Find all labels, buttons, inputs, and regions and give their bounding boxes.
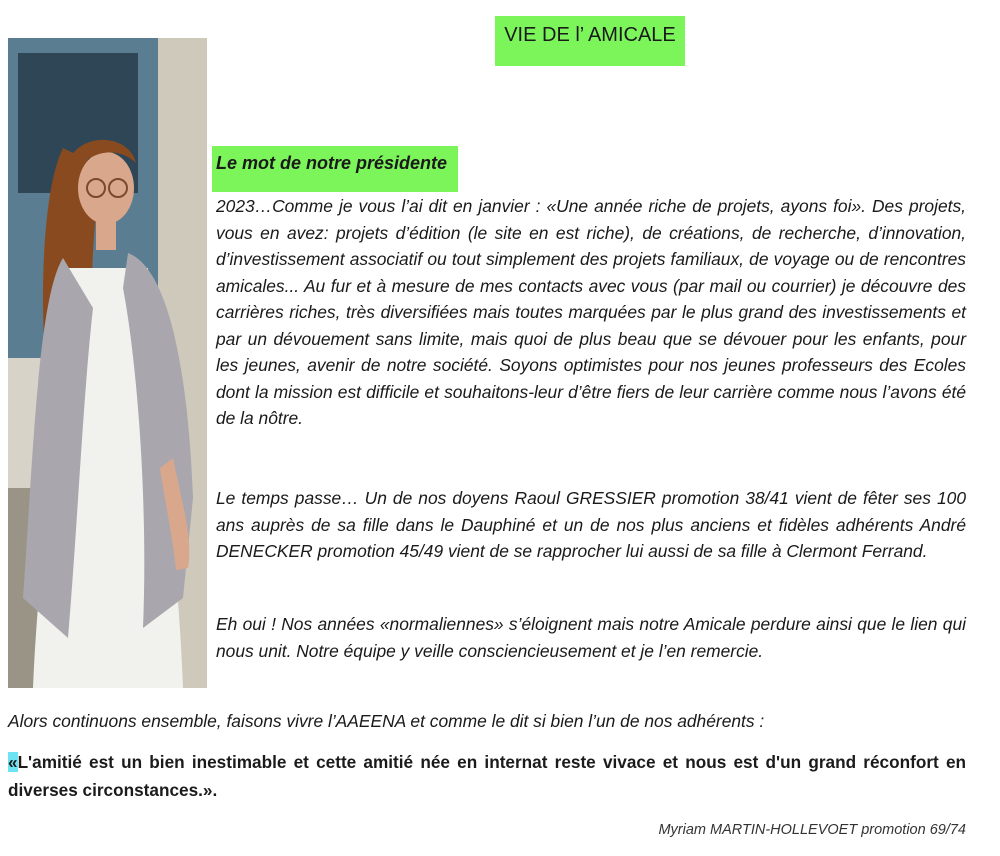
paragraph-3: Eh oui ! Nos années «normaliennes» s’éloignent mais notre Amicale perdure ainsi que le lien qui nous unit. Notre équipe y veille consciencieusement et je l’en remercie. — [216, 614, 966, 661]
neck — [96, 220, 116, 250]
quote-text: L'amitié est un bien inestimable et cette amitié née en internat reste vivace et nous est d'un grand réconfort en diverses circonstances.». — [8, 752, 966, 800]
quote-open-mark: « — [8, 752, 18, 772]
continuation-text: Alors continuons ensemble, faisons vivre l’AAEENA et comme le dit si bien l’un de nos adhérents : — [8, 711, 765, 731]
paragraph-2: Le temps passe… Un de nos doyens Raoul GRESSIER promotion 38/41 vient de fêter ses 100 ans auprès de sa fille dans le Dauphiné et un de nos plus anciens et fidèles adhérents André DENECKER promotion 45/49 vient de se rapprocher lui aussi de sa fille à Clermont Ferrand. — [216, 488, 966, 561]
president-photo — [8, 38, 207, 688]
paragraph-1: 2023…Comme je vous l’ai dit en janvier : «Une année riche de projets, ayons foi». Des projets, vous en avez: projets d’édition (le site en est riche), de créations, de recherche, d’innovation, d’investissement associatif ou tout simplement des projets familiaux, de voyage ou de rencontres amicales... Au fur et à mesure de mes contacts avec vous (par mail ou courrier) je découvre des carrières riches, très diversifiées mais toutes marquées par le plus grand des investissements et par un dévouement sans limite, mais quoi de plus beau que se dévouer pour les enfants, pour les jeunes, avenir de notre société. Soyons optimistes pour nos jeunes professeurs des Ecoles dont la mission est difficile et souhaitons-leur d’être fiers de leur carrière comme nous l’avons été de la nôtre. — [216, 196, 966, 428]
signature: Myriam MARTIN-HOLLEVOET promotion 69/74 — [658, 822, 966, 838]
page-title: VIE DE l’ AMICALE — [495, 16, 685, 66]
president-portrait-image — [8, 38, 207, 688]
member-quote — [8, 748, 966, 804]
section-heading: Le mot de notre présidente — [212, 146, 458, 192]
